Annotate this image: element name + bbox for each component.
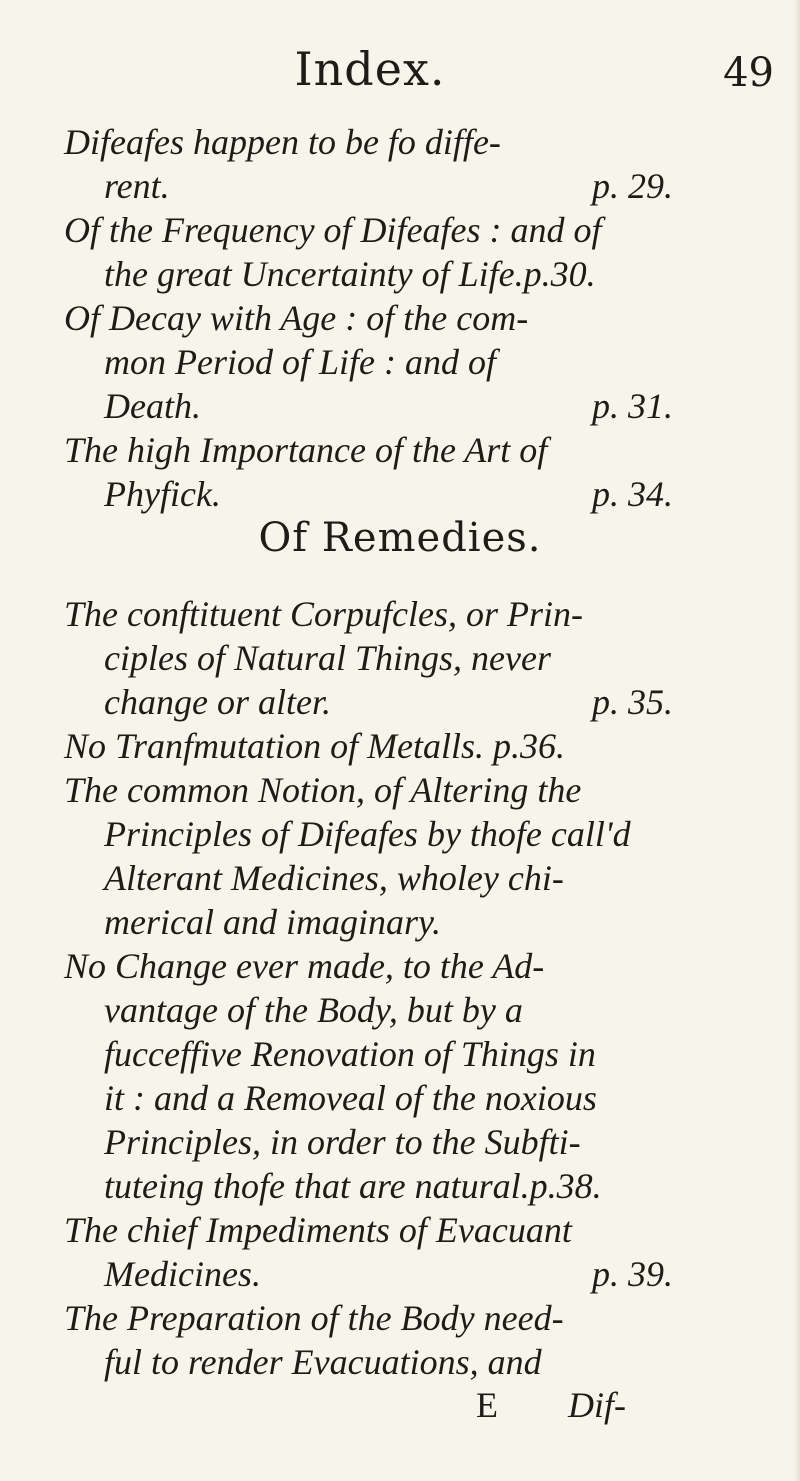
index-line: Death. p. 31. <box>104 386 673 426</box>
index-line: merical and imaginary. <box>104 902 441 942</box>
index-line: The chief Impediments of Evacuant <box>64 1210 572 1250</box>
page-footer <box>0 1384 800 1428</box>
index-line: mon Period of Life : and of <box>104 342 496 382</box>
index-line: ful to render Evacuations, and <box>104 1342 542 1382</box>
page-reference: p. 39. <box>592 1254 673 1294</box>
index-line: the great Uncertainty of Life.p.30. <box>104 254 596 294</box>
index-line: Of the Frequency of Difeafes : and of <box>64 210 602 250</box>
index-line: Phyfick. p. 34. <box>104 474 673 514</box>
index-line: fucceffive Renovation of Things in <box>104 1034 596 1074</box>
page-edge-shadow <box>794 0 800 1481</box>
index-line: vantage of the Body, but by a <box>104 990 523 1030</box>
index-line: Medicines. p. 39. <box>104 1254 673 1294</box>
catchword: Dif- <box>568 1385 626 1425</box>
signature-mark: E <box>476 1385 498 1425</box>
index-line: it : and a Removeal of the noxious <box>104 1078 597 1118</box>
index-line: tuteing thofe that are natural.p.38. <box>104 1166 602 1206</box>
index-line: No Tranfmutation of Metalls. p.36. <box>64 726 566 766</box>
index-line: The Preparation of the Body need- <box>64 1298 564 1338</box>
page-reference: p. 31. <box>592 386 673 426</box>
page-reference: p. 34. <box>592 474 673 514</box>
page-number: 49 <box>723 50 774 96</box>
index-line: Principles, in order to the Subfti- <box>104 1122 581 1162</box>
page-reference: p. 35. <box>592 682 673 722</box>
page-reference: p. 29. <box>592 166 673 206</box>
index-line: Of Decay with Age : of the com- <box>64 298 529 338</box>
index-line: Alterant Medicines, wholey chi- <box>104 858 564 898</box>
index-line: The conftituent Corpufcles, or Prin- <box>64 594 583 634</box>
page-title: Index. <box>294 42 446 96</box>
index-line: The common Notion, of Altering the <box>64 770 582 810</box>
index-line: Principles of Difeafes by thofe call'd <box>104 814 631 854</box>
section-heading: Of Remedies. <box>258 515 542 561</box>
index-line: rent. p. 29. <box>104 166 673 206</box>
index-line: change or alter. p. 35. <box>104 682 673 722</box>
page-header <box>0 40 800 100</box>
index-line: Difeafes happen to be fo diffe- <box>64 122 501 162</box>
index-line: ciples of Natural Things, never <box>104 638 551 678</box>
index-line: No Change ever made, to the Ad- <box>64 946 545 986</box>
index-line: The high Importance of the Art of <box>64 430 548 470</box>
